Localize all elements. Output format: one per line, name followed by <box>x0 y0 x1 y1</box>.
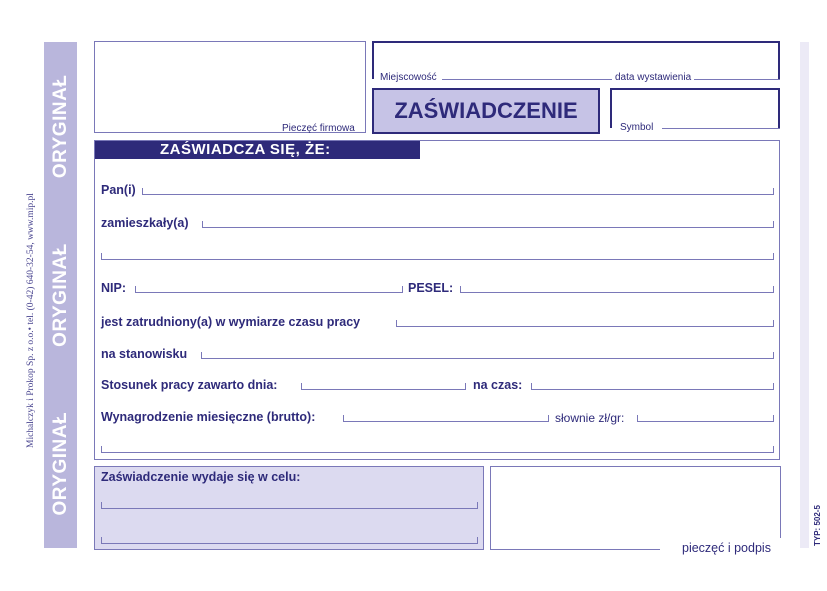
salary-in-words-label: słownie zł/gr: <box>555 411 625 425</box>
purpose-label: Zaświadczenie wydaje się w celu: <box>101 470 301 484</box>
signature-box[interactable] <box>490 466 780 550</box>
position-label: na stanowisku <box>101 347 188 361</box>
company-stamp-label: Pieczęć firmowa <box>282 123 355 134</box>
salary-in-words-field-line[interactable] <box>637 421 774 422</box>
position-field-line[interactable] <box>201 358 774 359</box>
address-field-line-2[interactable] <box>101 259 774 260</box>
purpose-field-line-2[interactable] <box>101 543 478 544</box>
pesel-field-line[interactable] <box>460 292 774 293</box>
name-label: Pan(i) <box>101 183 136 197</box>
place-line <box>442 79 612 80</box>
employment-field-line[interactable] <box>396 326 774 327</box>
place-date-box-edge <box>778 41 780 79</box>
address-field-line[interactable] <box>202 227 774 228</box>
original-word: ORYGINAŁ <box>49 74 71 179</box>
original-word: ORYGINAŁ <box>49 243 71 347</box>
contract-term-label: na czas: <box>473 378 523 392</box>
salary-field-line[interactable] <box>343 421 549 422</box>
nip-label: NIP: <box>101 281 126 295</box>
banner-text: ZAŚWIADCZA SIĘ, ŻE: <box>160 141 331 158</box>
contract-term-field-line[interactable] <box>531 389 774 390</box>
employment-label: jest zatrudniony(a) w wymiarze czasu pracy <box>101 315 361 329</box>
publisher-text: Michalczyk i Prokop Sp. z o.o.• tel. (0-42) 640-32-54, www.mip.pl <box>26 193 36 448</box>
place-label: Miejscowość <box>380 72 437 83</box>
contract-date-label: Stosunek pracy zawarto dnia: <box>101 378 278 392</box>
purpose-field-line[interactable] <box>101 508 478 509</box>
publisher-info <box>22 128 40 448</box>
company-stamp-box[interactable] <box>94 41 366 133</box>
pesel-label: PESEL: <box>408 281 454 295</box>
title-box <box>372 88 600 134</box>
document-title: ZAŚWIADCZENIE <box>394 98 578 123</box>
signature-label: pieczęć i podpis <box>682 541 771 555</box>
name-field-line[interactable] <box>142 194 774 195</box>
nip-field-line[interactable] <box>135 292 403 293</box>
salary-label: Wynagrodzenie miesięczne (brutto): <box>101 410 316 424</box>
original-strip-text <box>44 42 77 548</box>
copy-strip <box>800 42 809 548</box>
symbol-line <box>662 128 780 129</box>
symbol-label: Symbol <box>620 122 654 133</box>
original-word: ORYGINAŁ <box>49 411 71 516</box>
address-label: zamieszkały(a) <box>101 216 189 230</box>
contract-date-field-line[interactable] <box>301 389 466 390</box>
form-type: TYP: 502-5 <box>813 505 822 546</box>
date-line <box>694 79 780 80</box>
salary-field-line-2[interactable] <box>101 452 774 453</box>
issue-date-label: data wystawienia <box>615 72 692 83</box>
